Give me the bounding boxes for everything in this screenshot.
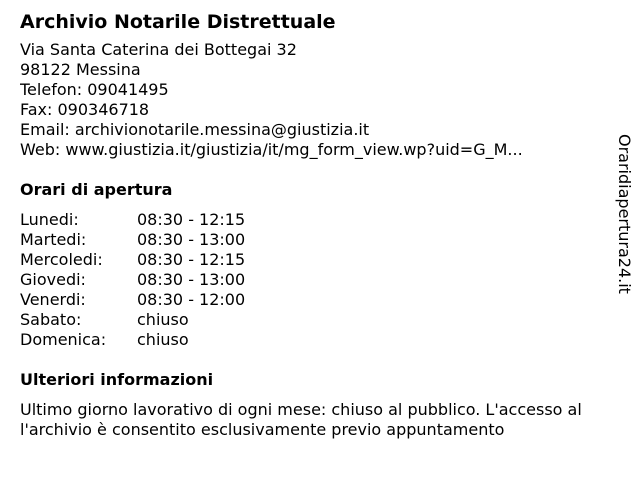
fax-line: Fax: 090346718 [20, 100, 150, 119]
hours-row [20, 230, 600, 250]
address-line-city: 98122 Messina [20, 60, 141, 79]
office-info-card [20, 10, 600, 440]
more-info-title: Ulteriori informazioni [20, 370, 214, 389]
hours-value: 08:30 - 12:15 [137, 250, 246, 269]
hours-row [20, 270, 600, 290]
phone-line: Telefon: 09041495 [20, 80, 169, 99]
office-title: Archivio Notarile Distrettuale [20, 11, 336, 33]
hours-day: Martedi: [20, 230, 87, 249]
hours-row [20, 330, 600, 350]
hours-row [20, 210, 600, 230]
hours-row [20, 290, 600, 310]
hours-value: chiuso [137, 330, 189, 349]
hours-row [20, 250, 600, 270]
hours-value: 08:30 - 12:00 [137, 290, 246, 309]
hours-day: Venerdi: [20, 290, 86, 309]
side-brand-text: Oraridiapertura24.it [615, 134, 634, 294]
hours-row [20, 310, 600, 330]
contact-block [20, 40, 600, 160]
hours-value: 08:30 - 12:15 [137, 210, 246, 229]
hours-day: Lunedi: [20, 210, 79, 229]
opening-hours-title: Orari di apertura [20, 180, 173, 199]
hours-day: Mercoledi: [20, 250, 103, 269]
web-line[interactable]: Web: www.giustizia.it/giustizia/it/mg_form_view.wp?uid=G_M... [20, 140, 523, 159]
hours-day: Giovedi: [20, 270, 86, 289]
hours-value: 08:30 - 13:00 [137, 230, 246, 249]
hours-day: Sabato: [20, 310, 82, 329]
hours-day: Domenica: [20, 330, 107, 349]
hours-value: 08:30 - 13:00 [137, 270, 246, 289]
opening-hours-list [20, 210, 600, 350]
hours-value: chiuso [137, 310, 189, 329]
email-line[interactable]: Email: archivionotarile.messina@giustizia.it [20, 120, 370, 139]
address-line-street: Via Santa Caterina dei Bottegai 32 [20, 40, 297, 59]
more-info-text: Ultimo giorno lavorativo di ogni mese: chiuso al pubblico. L'accesso all'archivio è consentito esclusivamente previo appuntamento [20, 400, 582, 439]
